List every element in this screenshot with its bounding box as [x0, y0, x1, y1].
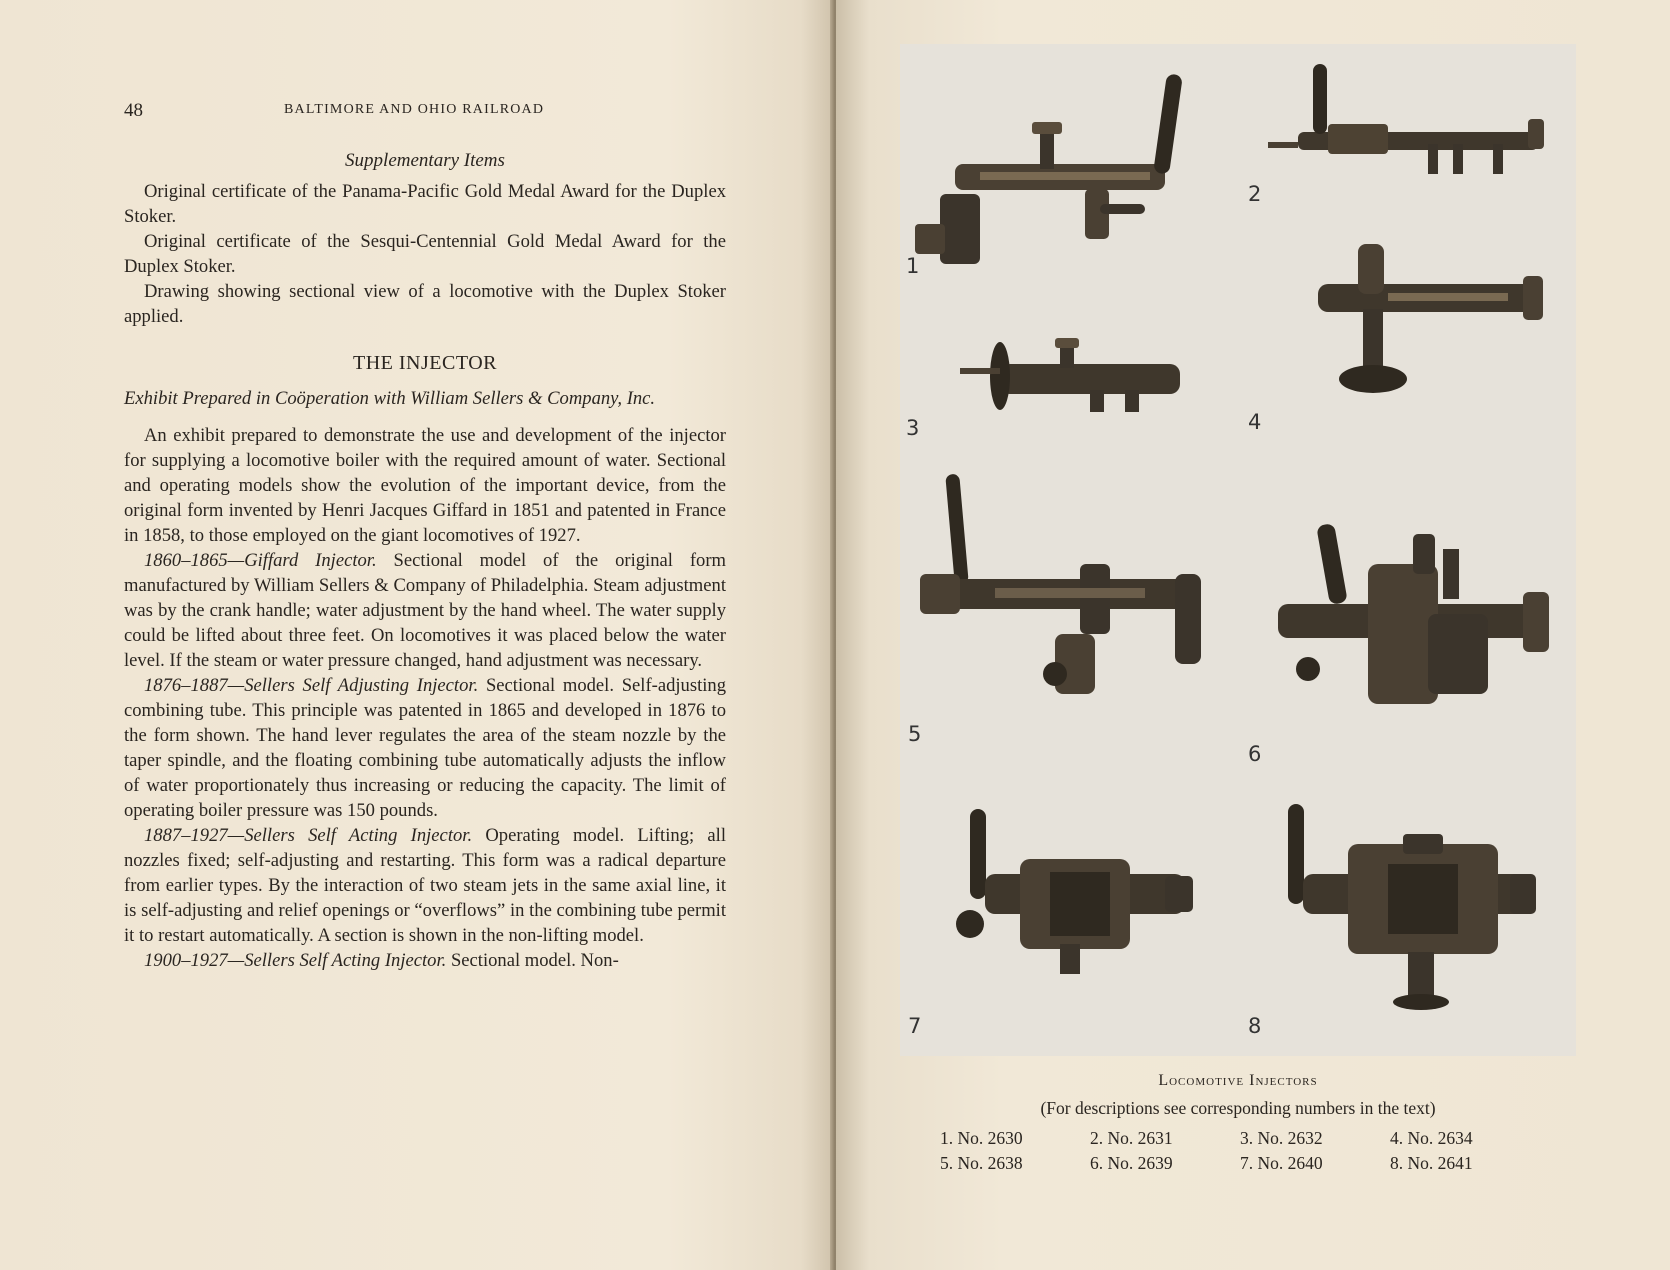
injector-illustration [1238, 764, 1576, 1056]
catalog-number: 6. No. 2639 [1090, 1153, 1173, 1173]
entry-lead: 1900–1927—Sellers Self Acting Injector. [144, 950, 447, 971]
entry-paragraph [124, 948, 726, 973]
entry-text: Operating model. Lifting; all nozzles fixed; self-adjusting and restarting. This form was a radical departure from earlier types. By the interaction of two steam jets in the same axial line, it is self-adjusting and relief openings or “overflows” in the combining tube permit it to restart automatically. A section is shown in the non-lifting model. [124, 825, 726, 946]
left-page [0, 0, 834, 1270]
injector-illustration [900, 294, 1238, 454]
supplementary-item: Original certificate of the Sesqui-Centennial Gold Medal Award for the Duplex Stoker. [124, 231, 726, 277]
plate-caption-title: Locomotive Injectors [1158, 1072, 1318, 1089]
figure-cell-1 [900, 44, 1238, 294]
figure-cell-5 [900, 454, 1238, 764]
text-block [124, 148, 726, 973]
catalog-number: 4. No. 2634 [1390, 1128, 1473, 1148]
injector-illustration [900, 764, 1238, 1056]
catalog-number: 5. No. 2638 [940, 1153, 1023, 1173]
catalog-number: 2. No. 2631 [1090, 1128, 1173, 1148]
entry-lead: 1860–1865—Giffard Injector. [144, 550, 377, 571]
figure-label-5: 5 [908, 722, 922, 746]
running-head [124, 100, 726, 124]
page-number: 48 [124, 100, 143, 121]
figure-cell-2 [1238, 44, 1576, 214]
entry-paragraph [124, 548, 726, 673]
figure-label-3: 3 [906, 416, 920, 440]
injector-illustration [900, 454, 1238, 764]
figure-label-7: 7 [908, 1014, 922, 1038]
catalog-number: 1. No. 2630 [940, 1128, 1023, 1148]
injector-illustration [1238, 454, 1576, 764]
injector-illustration [1238, 214, 1576, 454]
entry-paragraph [124, 673, 726, 823]
injector-illustration [900, 44, 1238, 294]
plate-caption-note: (For descriptions see corresponding numbers in the text) [1040, 1098, 1436, 1118]
entry-text: Sectional model. Self-adjusting combining tube. This principle was patented in 1865 and developed in 1876 to the form shown. The hand lever regulates the area of the steam nozzle by the taper spindle, and the floating combining tube automatically adjusts the inflow of water proportionately thus increasing or reducing the capacity. The limit of operating boiler pressure was 150 pounds. [124, 675, 727, 821]
supplementary-item: Drawing showing sectional view of a locomotive with the Duplex Stoker applied. [124, 281, 726, 327]
section-title: THE INJECTOR [353, 352, 497, 374]
figure-cell-6 [1238, 454, 1576, 764]
catalog-number: 7. No. 2640 [1240, 1153, 1323, 1173]
supplementary-item: Original certificate of the Panama-Pacific Gold Medal Award for the Duplex Stoker. [124, 181, 726, 227]
catalog-number: 8. No. 2641 [1390, 1153, 1473, 1173]
entry-text: Sectional model. Non- [446, 950, 619, 971]
running-title: BALTIMORE AND OHIO RAILROAD [284, 102, 545, 117]
catalog-number: 3. No. 2632 [1240, 1128, 1323, 1148]
entry-text: Sectional model of the original form manufactured by William Sellers & Company of Philadelphia. Steam adjustment was by the crank handle; water adjustment by the hand wheel. The water supply could be lifted about three feet. On locomotives it was placed below the water level. If the steam or water pressure changed, hand adjustment was necessary. [124, 550, 726, 671]
entry-lead: 1887–1927—Sellers Self Acting Injector. [144, 825, 473, 846]
figure-label-6: 6 [1248, 742, 1262, 766]
figure-cell-7 [900, 764, 1238, 1056]
entry-lead: 1876–1887—Sellers Self Adjusting Injector. [144, 675, 479, 696]
figure-cell-3 [900, 294, 1238, 454]
figure-label-1: 1 [906, 254, 920, 278]
figure-label-2: 2 [1248, 182, 1262, 206]
injector-illustration [1238, 44, 1576, 214]
figure-label-8: 8 [1248, 1014, 1262, 1038]
intro-paragraph: An exhibit prepared to demonstrate the use and development of the injector for supplying a locomotive boiler with the required amount of water. Sectional and operating models show the evolution of the important device, from the original form invented by Henri Jacques Giffard in 1851 and patented in France in 1858, to those employed on the giant locomotives of 1927. [124, 425, 726, 546]
figure-cell-8 [1238, 764, 1576, 1056]
injector-photo-plate [900, 44, 1576, 1056]
supplementary-heading: Supplementary Items [345, 150, 505, 171]
figure-label-4: 4 [1248, 410, 1262, 434]
figure-cell-4 [1238, 214, 1576, 454]
entry-paragraph [124, 823, 726, 948]
exhibit-credit: Exhibit Prepared in Coöperation with William Sellers & Company, Inc. [124, 388, 656, 409]
catalog-number-list [940, 1128, 1540, 1174]
